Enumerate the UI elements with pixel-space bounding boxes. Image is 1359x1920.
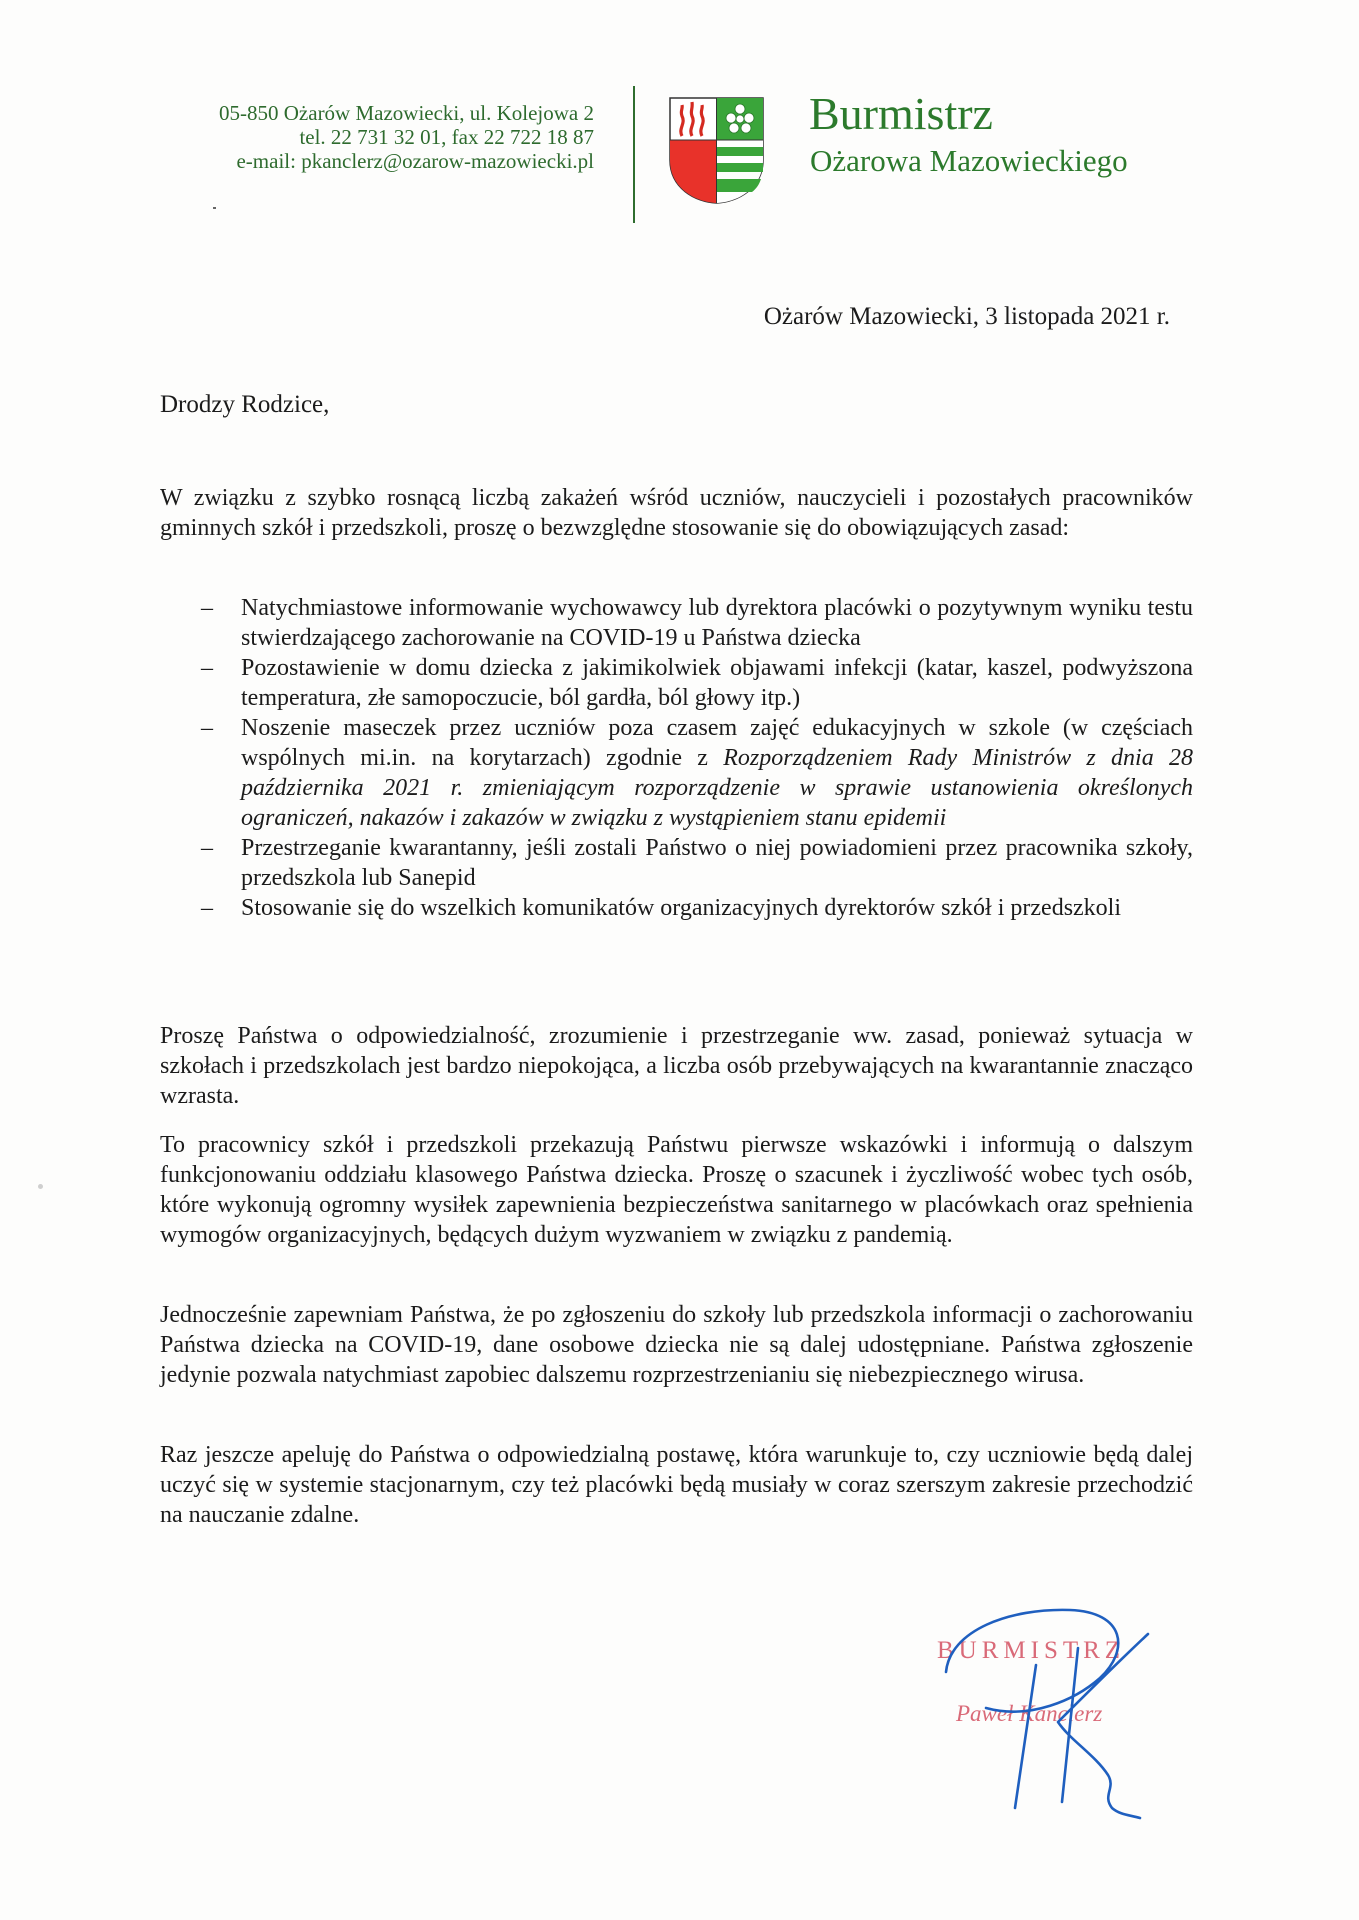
date-line: Ożarów Mazowiecki, 3 listopada 2021 r. [763, 303, 1170, 330]
dash-bullet: – [201, 595, 213, 621]
rule-text: Przestrzeganie kwarantanny, jeśli zostali Państwo o niej powiadomieni przez pracownika szkoły, przedszkola lub Sanepid [241, 835, 1193, 891]
regulation-reference: Rozporządzeniem Rady Ministrów z dnia 28 października 2021 r. zmieniającym rozporządzenie w sprawie ustanowienia określonych ograniczeń, nakazów i zakazów w związku z wystąpieniem stanu epidemii [241, 745, 1194, 831]
letterhead-subtitle: Ożarowa Mazowieckiego [810, 143, 1128, 178]
body-paragraph [160, 1130, 1193, 1250]
dash-bullet: – [201, 715, 213, 741]
address: 05-850 Ożarów Mazowiecki, ul. Kolejowa 2 [219, 101, 594, 125]
body-paragraph [160, 1021, 1193, 1111]
dash-bullet: – [201, 835, 213, 861]
paragraph-text: Proszę Państwa o odpowiedzialność, zrozumienie i przestrzeganie ww. zasad, ponieważ sytuacja w szkołach i przedszkolach jest bardzo niepokojąca, a liczba osób przebywających na kwarantannie znacząco wzrasta. [160, 1023, 1193, 1109]
stamp-name: Paweł Kanclerz [956, 1701, 1103, 1726]
email: e-mail: pkanclerz@ozarow-mazowiecki.pl [236, 149, 594, 173]
rule-item [160, 833, 1193, 893]
coat-of-arms-icon [668, 96, 765, 205]
rule-text: Noszenie maseczek przez uczniów poza czasem zajęć edukacyjnych w szkole (w częściach wspólnych mi.in. na korytarzach) zgodnie z [241, 715, 1193, 771]
paragraph-text: Raz jeszcze apeluję do Państwa o odpowiedzialną postawę, która warunkuje to, czy uczniowie będą dalej uczyć się w systemie stacjonarnym, czy też placówki będą musiały w coraz szerszym zakresie przechodzić na nauczanie zdalne. [160, 1442, 1193, 1528]
intro-text: W związku z szybko rosnącą liczbą zakażeń wśród uczniów, nauczycieli i pozostałych pracowników gminnych szkół i przedszkoli, proszę o bezwzględne stosowanie się do obowiązujących zasad: [160, 485, 1193, 541]
scan-speck [38, 1184, 43, 1189]
dash-bullet: – [201, 655, 213, 681]
body-paragraph [160, 1440, 1193, 1530]
rule-text: Natychmiastowe informowanie wychowawcy lub dyrektora placówki o pozytywnym wyniku testu stwierdzającego zachorowanie na COVID-19 u Państwa dziecka [241, 595, 1193, 651]
letterhead-divider [633, 86, 635, 223]
rules-list [160, 593, 1193, 923]
paragraph-text: To pracownicy szkół i przedszkoli przekazują Państwu pierwsze wskazówki i informują o dalszym funkcjonowaniu oddziału klasowego Państwa dziecka. Proszę o szacunek i życzliwość wobec tych osób, które wykonują ogromny wysiłek zapewnienia bezpieczeństwa sanitarnego w placówkach oraz spełnienia wymogów organizacyjnych, będących dużym wyzwaniem w związku z pandemią. [160, 1132, 1193, 1248]
rule-text: Stosowanie się do wszelkich komunikatów organizacyjnych dyrektorów szkół i przedszkoli [241, 895, 1122, 921]
letterhead-title: Burmistrz [809, 88, 993, 139]
body-paragraph [160, 1300, 1193, 1390]
greeting: Drodzy Rodzice, [160, 391, 330, 418]
rule-text: Pozostawienie w domu dziecka z jakimikolwiek objawami infekcji (katar, kaszel, podwyższona temperatura, złe samopoczucie, ból gardła, ból głowy itp.) [241, 655, 1193, 711]
dash-bullet: – [201, 895, 213, 921]
handwritten-signature-icon [920, 1590, 1180, 1830]
rule-item [160, 653, 1193, 713]
rule-item [160, 713, 1193, 833]
rule-item [160, 893, 1193, 923]
rule-item [160, 593, 1193, 653]
phone-fax: tel. 22 731 32 01, fax 22 722 18 87 [299, 125, 594, 149]
scan-speck [213, 207, 216, 209]
letterhead-contact [219, 101, 594, 173]
paragraph-text: Jednocześnie zapewniam Państwa, że po zgłoszeniu do szkoły lub przedszkola informacji o zachorowaniu Państwa dziecka na COVID-19, dane osobowe dziecka nie są dalej udostępniane. Państwa zgłoszenie jedynie pozwala natychmiast zapobiec dalszemu rozprzestrzenianiu się niebezpiecznego wirusa. [160, 1302, 1193, 1388]
stamp-title: BURMISTRZ [937, 1637, 1126, 1664]
intro-paragraph [160, 483, 1193, 543]
